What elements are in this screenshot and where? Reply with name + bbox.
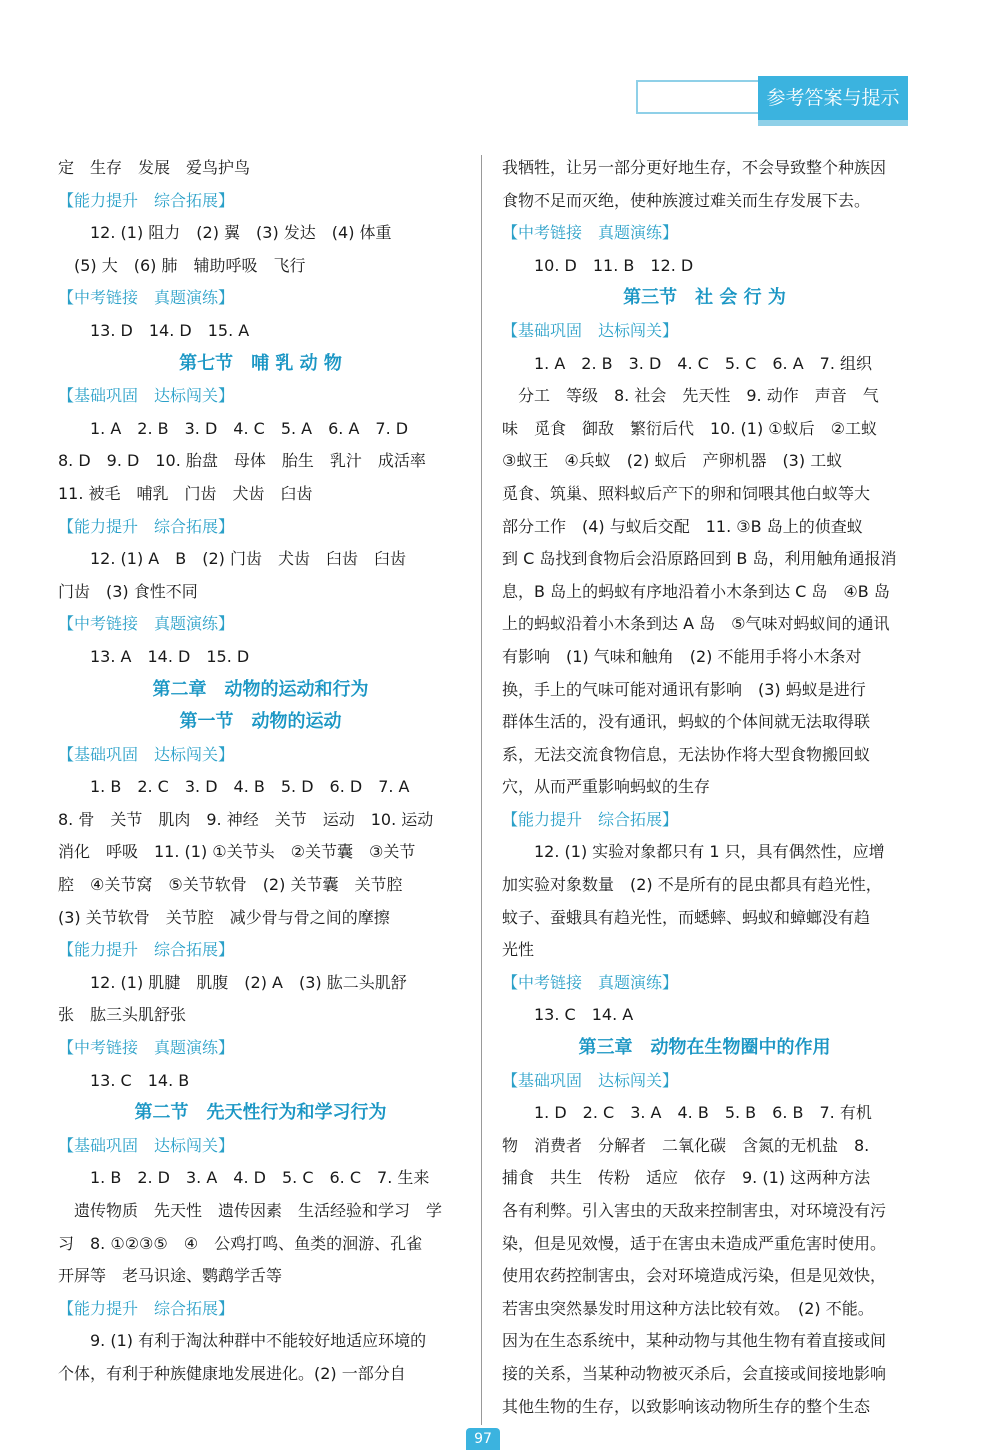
header-outline-box (636, 80, 760, 114)
section-tag: 【中考链接 真题演练】 (502, 972, 679, 992)
answer-line: 部分工作 (4) 与蚁后交配 11. ③B 岛上的侦查蚁 (502, 516, 863, 536)
page-number: 97 (466, 1428, 500, 1450)
answer-line: 定 生存 发展 爱鸟护鸟 (58, 158, 251, 177)
section-tag: 【中考链接 真题演练】 (58, 288, 235, 308)
answer-line: 光性 (502, 940, 535, 960)
section-heading: 第三节 社 会 行 为 (623, 287, 786, 309)
answer-line: 使用农药控制害虫，会对环境造成污染，但是见效快， (502, 1266, 887, 1286)
answer-line: 消化 呼吸 11. (1) ①关节头 ②关节囊 ③关节 (58, 842, 416, 862)
answer-line: 1. A 2. B 3. D 4. C 5. A 6. A 7. D (90, 418, 409, 438)
section-tag: 【能力提升 综合拓展】 (58, 516, 235, 536)
section-tag: 【基础巩固 达标闯关】 (58, 744, 235, 764)
answer-line: 门齿 (3) 食性不同 (58, 581, 198, 601)
answer-line: 13. A 14. D 15. D (90, 646, 250, 666)
answer-line: 因为在生态系统中，某种动物与其他生物有着直接或间 (502, 1331, 887, 1351)
section-heading: 第三章 动物在生物圈中的作用 (578, 1037, 831, 1059)
answer-line: 群体生活的，没有通讯，蚂蚁的个体间就无法取得联 (502, 712, 871, 732)
section-tag: 【能力提升 综合拓展】 (58, 940, 235, 960)
section-tag: 【能力提升 综合拓展】 (58, 1298, 235, 1318)
section-header (636, 76, 912, 138)
section-heading: 第一节 动物的运动 (179, 711, 342, 733)
answer-line: 1. A 2. B 3. D 4. C 5. C 6. A 7. 组织 (534, 353, 872, 373)
answer-line: 上的蚂蚁沿着小木条到达 A 岛 ⑤气味对蚂蚁间的通讯 (502, 614, 890, 634)
answer-line: 12. (1) 阻力 (2) 翼 (3) 发达 (4) 体重 (90, 223, 392, 243)
answer-line: 10. D 11. B 12. D (534, 255, 694, 275)
answer-line: 9. (1) 有利于淘汰种群中不能较好地适应环境的 (90, 1331, 427, 1351)
answer-line: 12. (1) 实验对象都只有 1 只，具有偶然性，应增 (534, 842, 885, 862)
section-tag: 【中考链接 真题演练】 (58, 614, 235, 634)
section-heading: 第二节 先天性行为和学习行为 (134, 1102, 387, 1124)
section-tag: 【基础巩固 达标闯关】 (502, 320, 679, 340)
answer-line: 染，但是见效慢，适于在害虫未造成严重危害时使用。 (502, 1233, 887, 1253)
answer-line: 张 肱三头肌舒张 (58, 1005, 187, 1025)
answer-line: 13. D 14. D 15. A (90, 320, 250, 340)
right-column (502, 152, 907, 1423)
answer-line: 12. (1) 肌腱 肌腹 (2) A (3) 肱二头肌舒 (90, 972, 407, 992)
answer-line: 1. B 2. C 3. D 4. B 5. D 6. D 7. A (90, 777, 410, 797)
answer-line: 其他生物的生存，以致影响该动物所生存的整个生态 (502, 1396, 871, 1416)
answer-line: 物 消费者 分解者 二氧化碳 含氮的无机盐 8. (502, 1135, 870, 1155)
section-heading: 第七节 哺 乳 动 物 (179, 352, 342, 374)
answer-line: 系，无法交流食物信息，无法协作将大型食物搬回蚁 (502, 744, 871, 764)
answer-line: 1. B 2. D 3. A 4. D 5. C 6. C 7. 生来 (90, 1168, 430, 1188)
answer-line: 分工 等级 8. 社会 先天性 9. 动作 声音 气 (518, 386, 879, 406)
answer-line: 13. C 14. A (534, 1005, 634, 1025)
answer-line: 到 C 岛找到食物后会沿原路回到 B 岛，利用触角通报消 (502, 549, 897, 569)
answer-line: 换，手上的气味可能对通讯有影响 (3) 蚂蚁是进行 (502, 679, 866, 699)
answer-line: 味 觅食 御敌 繁衍后代 10. (1) ①蚁后 ②工蚁 (502, 418, 877, 438)
answer-line: ③蚁王 ④兵蚁 (2) 蚁后 产卵机器 (3) 工蚁 (502, 451, 843, 471)
answer-line: 8. D 9. D 10. 胎盘 母体 胎生 乳汁 成活率 (58, 451, 426, 471)
section-tag: 【能力提升 综合拓展】 (502, 809, 679, 829)
section-tag: 【基础巩固 达标闯关】 (58, 386, 235, 406)
left-column (58, 152, 463, 1391)
answer-line: 11. 被毛 哺乳 门齿 犬齿 臼齿 (58, 483, 313, 503)
column-divider (481, 155, 482, 1425)
answer-line: 蚊子、蚕蛾具有趋光性，而蟋蟀、蚂蚁和蟑螂没有趋 (502, 907, 871, 927)
answer-line: 个体，有利于种族健康地发展进化。(2) 一部分自 (58, 1363, 406, 1383)
answer-line: 13. C 14. B (90, 1070, 190, 1090)
section-tag: 【基础巩固 达标闯关】 (502, 1070, 679, 1090)
answer-line: 食物不足而灭绝，使种族渡过难关而生存发展下去。 (502, 190, 871, 210)
section-heading: 第二章 动物的运动和行为 (152, 678, 369, 700)
answer-line: 1. D 2. C 3. A 4. B 5. B 6. B 7. 有机 (534, 1103, 872, 1123)
answer-line: (5) 大 (6) 肺 辅助呼吸 飞行 (74, 255, 306, 275)
answer-line: 习 8. ①②③⑤ ④ 公鸡打鸣、鱼类的洄游、孔雀 (58, 1233, 423, 1253)
answer-line: 穴，从而严重影响蚂蚁的生存 (502, 777, 711, 797)
answer-line: 我牺牲，让另一部分更好地生存，不会导致整个种族因 (502, 158, 887, 177)
answer-line: (3) 关节软骨 关节腔 减少骨与骨之间的摩擦 (58, 907, 390, 927)
answer-line: 息，B 岛上的蚂蚁有序地沿着小木条到达 C 岛 ④B 岛 (502, 581, 890, 601)
answer-line: 若害虫突然暴发时用这种方法比较有效。 (2) 不能。 (502, 1298, 874, 1318)
answer-line: 腔 ④关节窝 ⑤关节软骨 (2) 关节囊 关节腔 (58, 875, 403, 895)
section-tag: 【能力提升 综合拓展】 (58, 190, 235, 210)
answer-line: 接的关系，当某种动物被灭杀后，会直接或间接地影响 (502, 1363, 887, 1383)
section-tag: 【中考链接 真题演练】 (502, 223, 679, 243)
answer-line: 有影响 (1) 气味和触角 (2) 不能用手将小木条对 (502, 646, 862, 666)
answer-line: 开屏等 老马识途、鹦鹉学舌等 (58, 1266, 283, 1286)
answer-line: 觅食、筑巢、照料蚁后产下的卵和饲喂其他白蚁等大 (502, 483, 871, 503)
section-tag: 【基础巩固 达标闯关】 (58, 1135, 235, 1155)
answer-line: 捕食 共生 传粉 适应 依存 9. (1) 这两种方法 (502, 1168, 871, 1188)
answer-line: 12. (1) A B (2) 门齿 犬齿 臼齿 臼齿 (90, 549, 406, 569)
answer-line: 各有利弊。引入害虫的天敌来控制害虫，对环境没有污 (502, 1201, 887, 1220)
header-stripe (758, 120, 908, 126)
answer-line: 8. 骨 关节 肌肉 9. 神经 关节 运动 10. 运动 (58, 809, 434, 829)
answer-line: 遗传物质 先天性 遗传因素 生活经验和学习 学 (74, 1201, 443, 1220)
answer-line: 加实验对象数量 (2) 不是所有的昆虫都具有趋光性， (502, 875, 882, 895)
section-tag: 【中考链接 真题演练】 (58, 1038, 235, 1058)
header-title: 参考答案与提示 (758, 76, 908, 120)
